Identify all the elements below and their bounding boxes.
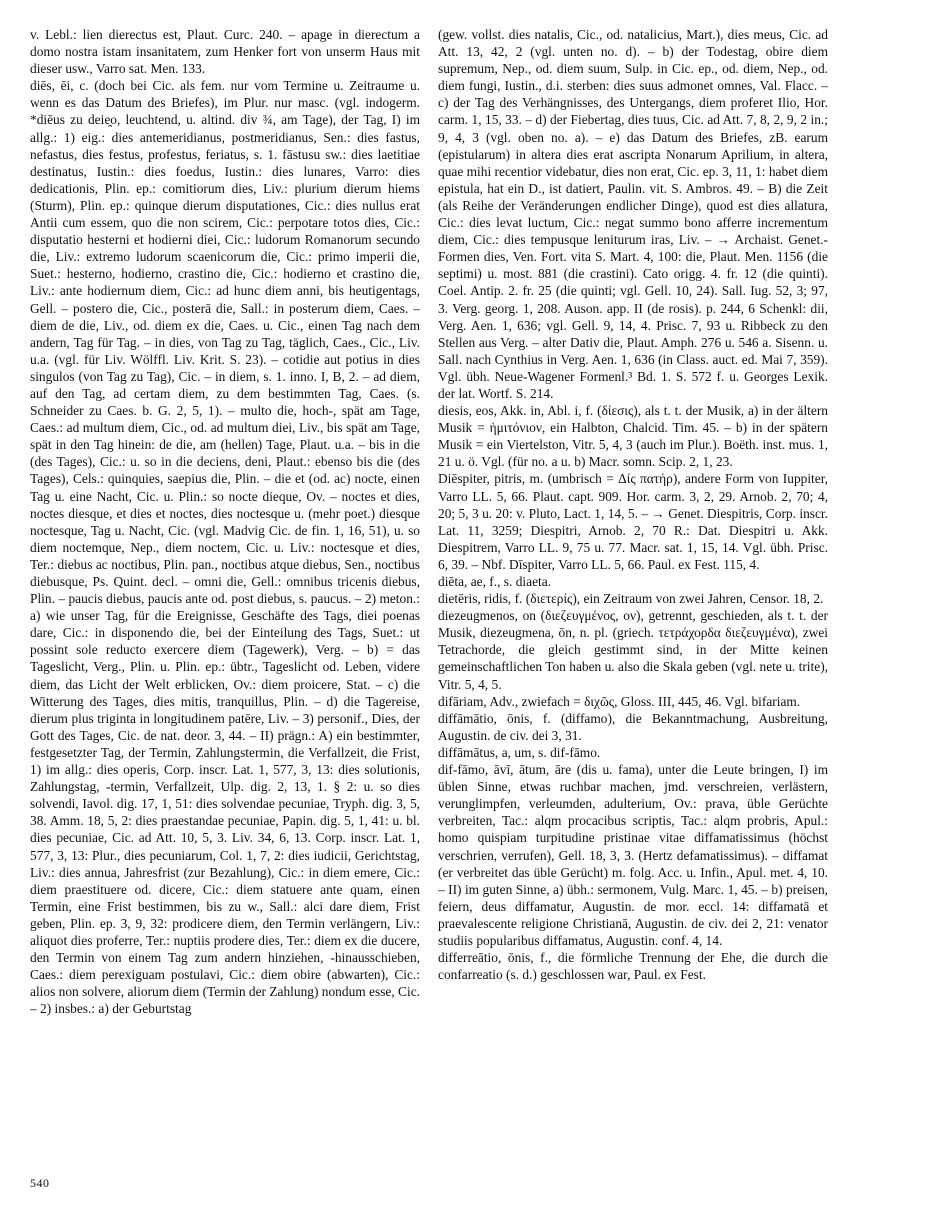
entry-dieta: diēta, ae, f., s. diaeta. (438, 574, 552, 589)
entry-differreatio: differreātio, ōnis, f., die förmliche Trennung der Ehe, die durch die confarreatio (s. d.) geschlossen war, Paul. ex Fest. (438, 950, 828, 983)
entry-diespiter: Diēspiter, pitris, m. (umbrisch = Δίς πατήρ), andere Form von Iuppiter, Varro LL. 5, 66. Plaut. capt. 909. Hor. carm. 3, 2, 29. Arnob. 2, 70; 4, 20; 5, 3 u. 20: v. Pluto, Lact. 1, 14, 5. – → Genet. Diespitris, Corp. inscr. Lat. 11, 3259; Diespitri, Arnob. 2, 70 R.: Dat. Diespitri u. Akk. Diespitrem, Varro LL. 9, 75 u. 77. Macr. sat. 1, 15, 14. Vgl. übh. Prisc. 6, 39. – Nbf. Dīspiter, Varro LL. 5, 66. Paul. ex Fest. 115, 4. (438, 471, 828, 572)
entry-diezeugmenos: diezeugmenos, on (διεζευγμένος, ον), getrennt, geschieden, als t. t. der Musik, diezeugmena, ōn, n. pl. (griech. τετράχορδα διεζευγμένα), zwei Tetrachorde, die gleich gestimmt sind, in der Mitte keinen gemeinschaftlichen Ton haben u. also die Skala geben (vgl. nete u. trite), Vitr. 5, 4, 5. (438, 608, 828, 692)
entry-lebl-continuation: v. Lebl.: lien dierectus est, Plaut. Curc. 240. – apage in dierectum a domo nostra istam insanitatem, zum Henker fort von unserm Haus mit dieser usw., Varro sat. Men. 133. (30, 27, 420, 77)
page-number: 540 (30, 1176, 50, 1190)
entry-diesis: diesis, eos, Akk. in, Abl. i, f. (δίεσις), als t. t. der Musik, a) in der ältern Musik = ἡμιτόνιον, ein Halbton, Chalcid. Tim. 45. – b) in der spätern Musik = ein Viertelston, Vitr. 5, 4, 3 (auch im Plur.). Boëth. inst. mus. 1, 21 u. ö. Vgl. (für no. a u. b) Macr. somn. Scip. 2, 1, 23. (438, 403, 828, 470)
right-column (438, 26, 828, 983)
left-column (30, 26, 420, 1017)
entry-difariam: difāriam, Adv., zwiefach = διχῶς, Gloss. III, 445, 46. Vgl. bifariam. (438, 693, 801, 709)
entry-diffamo: dif-fāmo, āvī, ātum, āre (dis u. fama), unter die Leute bringen, I) im üblen Sinne, etwas ruchbar machen, jmd. verschreien, verlästern, verunglimpfen, verleumden, adulterium, Ov.: prava, üble Gerüchte verbreiten, Tac.: alqm procacibus scriptis, Tac.: alqm probris, Apul.: homo quispiam turpitudine pristinae vitae diffamatissimus (höchst verschrien, verrufen), Gell. 18, 3, 3. (Hertz defamatissimus). – diffamat (er verbreitet das üble Gerücht) m. folg. Acc. u. Infin., Apul. met. 4, 10. – II) im guten Sinne, a) übh.: sermonem, Vulg. Marc. 1, 45. – b) preisen, feiern, deus diffamatur, Augustin. de mor. eccl. 14: diffamatā et praevalescente religione Christianā, Augustin. de civ. dei 2, 21: venator studiis popularibus diffamatus, Augustin. conf. 4, 14. (438, 762, 828, 948)
entry-dies-continuation: (gew. vollst. dies natalis, Cic., od. natalicius, Mart.), dies meus, Cic. ad Att. 13, 42, 2 (vgl. unten no. d). – b) der Todestag, obire diem supremum, Nep., od. diem suum, Sulp. in Cic. ep., od. diem, Nep., od. diem fungi, Iustin., d.i. sterben: dies suus admonet omnes, Val. Flacc. – c) der Tag des Verhängnisses, des Untergangs, diem proferet Ilio, Hor. carm. 1, 15, 33. – d) der Fiebertag, dies tuus, Cic. ad Att. 7, 8, 2, 9, 2 in.; 9, 4, 3 (vgl. oben no. a). – e) das Datum des Briefes, zB. earum (epistularum) in altera dies erat ascripta Nonarum Aprilium, in altera, quae mihi recentior videbatur, dies non erat, Cic. ep. 3, 11, 1: habet diem epistula, hat ein D., ist datiert, Paulin. vit. S. Ambros. 49. – B) die Zeit (als Reihe der Veränderungen endlicher Dinge), quod est dies allatura, Cic.: dies levat luctum, Cic.: negat summo bono afferre incrementum diem, Cic.: dies tempusque leniturum iras, Liv. – → Archaist. Genet.-Formen dies, Ven. Fort. vita S. Mart. 4, 100: die, Plaut. Men. 1156 (die septimi) u. most. 881 (die crastini). Cato origg. 4. fr. 12 (die quinti). Coel. Antip. 2. fr. 25 (die quinti; vgl. Gell. 10, 24). Sall. Iug. 52, 3; 97, 3. Verg. georg. 1, 208. Auson. app. II (de rosis). p. 244, 6 Schenkl: dii, Verg. Aen. 1, 636; vgl. Gell. 9, 14, 4. Prisc. 7, 93 u. Ribbeck zu den Stellen aus Verg. – alter Dativ die, Plaut. Amph. 276 u. 546 a. Sisenn. u. Sall. nach Cynthius in Verg. Aen. 1, 636 (in Class. auct. ed. Mai 7, 359). Vgl. übh. Neue-Wagener Formenl.³ Bd. 1. S. 572 f. u. Georges Lexik. der lat. Wortf. S. 214. (438, 27, 828, 401)
entry-diffamatus: diffāmātus, a, um, s. dif-fāmo. (438, 744, 601, 760)
entry-diffamatio: diffāmātio, ōnis, f. (diffamo), die Bekanntmachung, Ausbreitung, Augustin. de civ. dei 3, 31. (438, 710, 828, 743)
entry-dieteris: dietēris, ridis, f. (διετερίς), ein Zeitraum von zwei Jahren, Censor. 18, 2. (438, 591, 824, 607)
entry-dies: diēs, ēi, c. (doch bei Cic. als fem. nur vom Termine u. Zeitraume u. wenn es das Datum des Briefes), im Plur. nur masc. (vgl. indogerm. *diēus zu deie̯o, leuchtend, u. altind. div ¾, am Tage), der Tag, I) im allg.: 1) eig.: dies antemeridianus, postmeridianus, Sen.: dies fastus, nefastus, dies festus, profestus, feriatus, s. 1. fāstusu sw.: dies laetitiae destinatus, Iustin.: dies foedus, Iustin.: dies lunares, Varro: dies dedicationis, Plin. ep.: comitiorum dies, Liv.: plurium dierum hiems (Sturm), Plin. ep.: quinque dierum disputationes, Cic.: dies nullus erat Antii cum essem, quo die non scirem, Cic.: perpotare totos dies, Cic.: disputatio hesterni et hodierni diei, Cic.: ludorum Romanorum secundo die, Liv.: extremo ludorum scaenicorum die, Cic.: primo imperii die, Suet.: hesterno, hodierno, crastino die, Cic.: hodierno et crastino die, Liv.: ante hodiernum diem, Cic.: ad hunc diem anni, bis heutigentags, Gell. – postero die, Cic., posterā die, Sall.: in posterum diem, Caes. – diem de die, Liv., od. diem ex die, Caes. u. Cic., einen Tag nach dem andern, Tag für Tag. – in dies, von Tag zu Tag, täglich, Caes., Cic., Liv. u.a. (vgl. für Liv. Wölffl. Liv. Krit. S. 23). – cotidie aut potius in dies singulos (von Tag zu Tag), Cic. – in diem, s. 1. inno. I, B, 2. – ad diem, auf den Tag, ad certam diem, zu dem bestimmten Tag, Caes. (s. Schneider zu Caes. b. G. 2, 5, 1). – multo die, hoch-, spät am Tage, Caes.: ad multum diem, Cic., od. ad multum diei, Liv., bis spät am Tage, spät in den Tag hinein: de die, am (hellen) Tage, Plaut. u.a. – bis in die (des Tages), Cic.: u. so in die deciens, deni, Plaut.: ebenso bis die (des Tages), Cels.: quinquies, saepius die, Plin. – die et (od. ac) nocte, einen Tag u. eine Nacht, Cic. u. Plin.: so nocte dieque, Ov. – noctes et dies, noctes diesque, et dies et noctes, dies noctesque u. (mehr poet.) diesque noctesque, Tag u. Nacht, Cic. (vgl. Madvig Cic. de fin. 1, 16, 51), u. so diem noctemque, Nep., diem noctem, Cic. u. Liv.: noctesque et dies, Ter.: diebus ac noctibus, Plin. pan., noctibus atque diebus, Sen., noctibus diebusque, Ps. Quint. decl. – omni die, Gell.: omnibus tricenis diebus, Plin. – paucis diebus, paucis ante od. post diebus, s. paucus. – 2) meton.: a) wie unser Tag, für die Ereignisse, Geschäfte des Tags, diei poenas dare, Cic.: in disponendo die, bei der Einteilung des Tags, Suet.: ut possint sole reducto exercere diem (Tagewerk), Verg. – b) = das Tageslicht, Verg., Plin. u. Plin. ep.: übtr., Tageslicht od. Leben, videre diem, das Licht der Welt erblicken, Ov.: diem proicere, Stat. – c) die Witterung des Tages, dies mitis, tranquillus, Plin. – d) die Tagereise, dierum plus triginta in longitudinem patēre, Liv. – 3) personif., Dies, der Gott des Tages, Cic. de nat. deor. 3, 44. – II) prägn.: A) ein bestimmter, festgesetzter Tag, der Termin, Zahlungstermin, die Verfallzeit, die Frist, 1) im allg.: dies operis, Corp. inscr. Lat. 1, 577, 3, 13: dies solutionis, Zahlungstag, -termin, Verfallzeit, Ulp. dig. 2, 13, 1. § 2: u. so dies solvendi, Iavol. dig. 17, 1, 51: dies solvendae pecuniae, Tryph. dig. 3, 5, 38. Amm. 18, 5, 2: dies praestandae pecuniae, Papin. dig. 5, 1, 41: u. bl. dies pecuniae, Cic. ad Att. 10, 5, 3. Liv. 34, 6, 13. Corp. inscr. Lat. 1, 577, 3, 13: Plur., dies pecuniarum, Col. 1, 7, 2: dies iudicii, Gerichtstag, Liv.: dies annua, Jahresfrist (zur Bezahlung), Cic.: in diem emere, Cic.: diem praestituere od. dicere, Cic.: diem statuere ante quam, einen Termin, eine Frist bestimmen, bis zu w., Sall.: alci dare diem, Frist geben, Plin. ep. 3, 9, 32: prodicere diem, den Termin verlängern, Liv.: aliquot dies proferre, Ter.: nuptiis prodere dies, Ter.: diem ex die ducere, den Termin von einem Tag zum andern hinziehen, -hinausschieben, Caes.: diem perexiguam postulavi, Cic.: diem obire (abwarten), Cic.: alios non solvere, aliorum diem (Termin der Zahlung) nondum esse, Cic. – 2) insbes.: a) der Geburtstag (30, 78, 420, 1017)
